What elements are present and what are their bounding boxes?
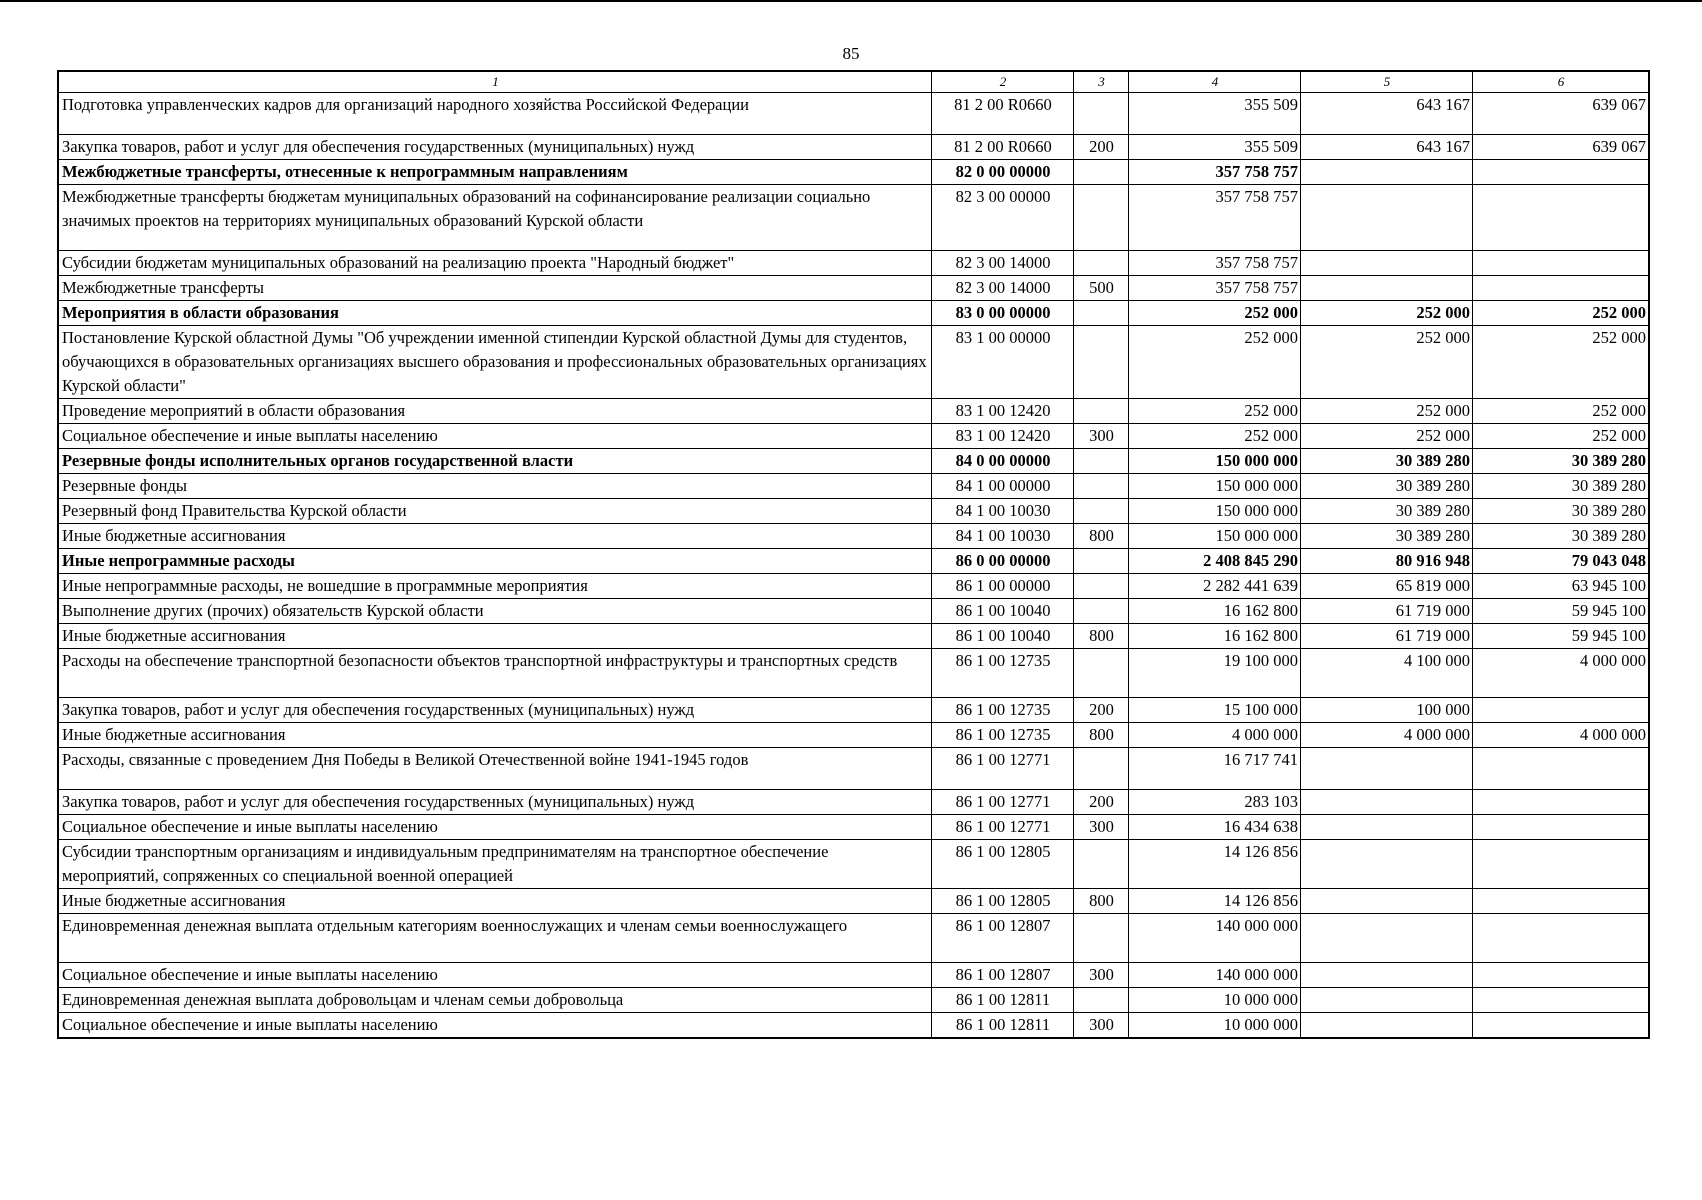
row-name-cell: Резервный фонд Правительства Курской области [59, 499, 932, 524]
row-name-cell: Субсидии бюджетам муниципальных образований на реализацию проекта "Народный бюджет" [59, 251, 932, 276]
row-code-cell: 84 1 00 00000 [932, 474, 1074, 499]
page-number: 85 [842, 44, 860, 63]
row-name-cell: Иные бюджетные ассигнования [59, 624, 932, 649]
table-row [59, 424, 1649, 449]
table-row [59, 748, 1649, 790]
row-code-cell: 86 1 00 12805 [932, 840, 1074, 889]
row-value-col4-cell: 252 000 [1129, 424, 1301, 449]
row-value-col4-cell: 252 000 [1129, 399, 1301, 424]
row-name-cell: Социальное обеспечение и иные выплаты населению [59, 963, 932, 988]
row-value-col4-cell: 15 100 000 [1129, 698, 1301, 723]
row-value-col5-cell: 643 167 [1301, 135, 1473, 160]
row-value-col5-cell [1301, 914, 1473, 963]
table-row [59, 988, 1649, 1013]
row-value-col5-cell [1301, 815, 1473, 840]
table-row [59, 840, 1649, 889]
row-value-col6-cell: 79 043 048 [1473, 549, 1649, 574]
table-row [59, 1013, 1649, 1038]
row-value-col4-cell: 10 000 000 [1129, 1013, 1301, 1038]
row-type-cell [1074, 251, 1129, 276]
row-value-col4-cell: 16 162 800 [1129, 599, 1301, 624]
row-code-cell: 86 1 00 12735 [932, 649, 1074, 698]
row-value-col4-cell: 150 000 000 [1129, 524, 1301, 549]
row-name-cell: Расходы на обеспечение транспортной безопасности объектов транспортной инфраструктуры и транспортных средств [59, 649, 932, 698]
row-value-col6-cell: 30 389 280 [1473, 474, 1649, 499]
row-value-col6-cell: 4 000 000 [1473, 723, 1649, 748]
table-row [59, 135, 1649, 160]
row-value-col5-cell: 30 389 280 [1301, 449, 1473, 474]
row-value-col5-cell: 252 000 [1301, 399, 1473, 424]
row-name-cell: Межбюджетные трансферты [59, 276, 932, 301]
row-type-cell [1074, 474, 1129, 499]
row-value-col5-cell: 643 167 [1301, 93, 1473, 135]
row-name-cell: Иные бюджетные ассигнования [59, 889, 932, 914]
table-row [59, 499, 1649, 524]
table-row [59, 399, 1649, 424]
row-code-cell: 83 0 00 00000 [932, 301, 1074, 326]
row-type-cell [1074, 649, 1129, 698]
row-code-cell: 84 1 00 10030 [932, 499, 1074, 524]
row-value-col4-cell: 14 126 856 [1129, 840, 1301, 889]
row-code-cell: 86 1 00 00000 [932, 574, 1074, 599]
row-name-cell: Единовременная денежная выплата отдельным категориям военнослужащих и членам семьи военнослужащего [59, 914, 932, 963]
row-code-cell: 86 1 00 12811 [932, 988, 1074, 1013]
header-col-1: 1 [59, 72, 932, 93]
row-type-cell: 800 [1074, 723, 1129, 748]
row-value-col6-cell: 252 000 [1473, 424, 1649, 449]
table-row [59, 93, 1649, 135]
row-type-cell: 800 [1074, 889, 1129, 914]
row-code-cell: 86 1 00 12807 [932, 963, 1074, 988]
budget-table [58, 71, 1649, 1038]
row-value-col4-cell: 357 758 757 [1129, 276, 1301, 301]
row-code-cell: 86 0 00 00000 [932, 549, 1074, 574]
row-code-cell: 82 3 00 00000 [932, 185, 1074, 251]
row-code-cell: 82 0 00 00000 [932, 160, 1074, 185]
row-code-cell: 83 1 00 00000 [932, 326, 1074, 399]
row-value-col4-cell: 16 162 800 [1129, 624, 1301, 649]
row-code-cell: 86 1 00 10040 [932, 624, 1074, 649]
row-type-cell [1074, 326, 1129, 399]
header-col-2: 2 [932, 72, 1074, 93]
table-row [59, 474, 1649, 499]
row-value-col4-cell: 150 000 000 [1129, 474, 1301, 499]
row-type-cell [1074, 449, 1129, 474]
row-value-col4-cell: 140 000 000 [1129, 963, 1301, 988]
row-type-cell: 300 [1074, 1013, 1129, 1038]
row-type-cell: 800 [1074, 524, 1129, 549]
row-code-cell: 86 1 00 12771 [932, 748, 1074, 790]
table-row [59, 549, 1649, 574]
row-code-cell: 82 3 00 14000 [932, 276, 1074, 301]
row-name-cell: Расходы, связанные с проведением Дня Победы в Великой Отечественной войне 1941-1945 годов [59, 748, 932, 790]
row-value-col6-cell: 30 389 280 [1473, 449, 1649, 474]
row-name-cell: Проведение мероприятий в области образования [59, 399, 932, 424]
row-name-cell: Социальное обеспечение и иные выплаты населению [59, 424, 932, 449]
row-value-col5-cell: 4 000 000 [1301, 723, 1473, 748]
row-name-cell: Социальное обеспечение и иные выплаты населению [59, 1013, 932, 1038]
row-value-col4-cell: 14 126 856 [1129, 889, 1301, 914]
row-name-cell: Социальное обеспечение и иные выплаты населению [59, 815, 932, 840]
row-value-col5-cell: 65 819 000 [1301, 574, 1473, 599]
row-value-col4-cell: 357 758 757 [1129, 185, 1301, 251]
row-value-col5-cell: 252 000 [1301, 326, 1473, 399]
row-value-col6-cell [1473, 251, 1649, 276]
row-value-col4-cell: 19 100 000 [1129, 649, 1301, 698]
row-value-col6-cell: 63 945 100 [1473, 574, 1649, 599]
row-value-col6-cell [1473, 914, 1649, 963]
row-value-col5-cell [1301, 889, 1473, 914]
row-value-col4-cell: 357 758 757 [1129, 251, 1301, 276]
row-value-col4-cell: 16 434 638 [1129, 815, 1301, 840]
row-type-cell: 300 [1074, 963, 1129, 988]
table-row [59, 524, 1649, 549]
table-row [59, 624, 1649, 649]
table-row [59, 963, 1649, 988]
top-scan-edge [0, 0, 1702, 2]
table-row [59, 449, 1649, 474]
row-type-cell [1074, 160, 1129, 185]
row-name-cell: Закупка товаров, работ и услуг для обеспечения государственных (муниципальных) нужд [59, 698, 932, 723]
table-row [59, 599, 1649, 624]
row-code-cell: 86 1 00 12805 [932, 889, 1074, 914]
row-name-cell: Закупка товаров, работ и услуг для обеспечения государственных (муниципальных) нужд [59, 135, 932, 160]
row-value-col6-cell: 59 945 100 [1473, 599, 1649, 624]
row-type-cell [1074, 988, 1129, 1013]
row-value-col5-cell: 80 916 948 [1301, 549, 1473, 574]
table-row [59, 185, 1649, 251]
row-code-cell: 86 1 00 12735 [932, 698, 1074, 723]
row-code-cell: 82 3 00 14000 [932, 251, 1074, 276]
row-value-col5-cell: 30 389 280 [1301, 524, 1473, 549]
row-type-cell [1074, 93, 1129, 135]
row-value-col5-cell [1301, 276, 1473, 301]
row-type-cell [1074, 914, 1129, 963]
header-col-3: 3 [1074, 72, 1129, 93]
row-type-cell: 300 [1074, 424, 1129, 449]
row-code-cell: 86 1 00 12735 [932, 723, 1074, 748]
row-value-col6-cell [1473, 889, 1649, 914]
row-name-cell: Межбюджетные трансферты, отнесенные к непрограммным направлениям [59, 160, 932, 185]
row-value-col6-cell [1473, 748, 1649, 790]
row-type-cell [1074, 549, 1129, 574]
row-name-cell: Резервные фонды [59, 474, 932, 499]
row-type-cell: 200 [1074, 135, 1129, 160]
row-value-col5-cell: 4 100 000 [1301, 649, 1473, 698]
row-code-cell: 81 2 00 R0660 [932, 93, 1074, 135]
row-value-col4-cell: 16 717 741 [1129, 748, 1301, 790]
row-value-col5-cell: 30 389 280 [1301, 474, 1473, 499]
table-row [59, 698, 1649, 723]
row-name-cell: Резервные фонды исполнительных органов государственной власти [59, 449, 932, 474]
row-code-cell: 86 1 00 12771 [932, 815, 1074, 840]
row-name-cell: Единовременная денежная выплата добровольцам и членам семьи добровольца [59, 988, 932, 1013]
table-row [59, 251, 1649, 276]
row-code-cell: 81 2 00 R0660 [932, 135, 1074, 160]
table-row [59, 574, 1649, 599]
row-value-col6-cell [1473, 276, 1649, 301]
row-value-col6-cell: 4 000 000 [1473, 649, 1649, 698]
row-value-col4-cell: 355 509 [1129, 93, 1301, 135]
table-row [59, 914, 1649, 963]
table-row [59, 889, 1649, 914]
row-value-col6-cell: 30 389 280 [1473, 499, 1649, 524]
row-value-col6-cell [1473, 963, 1649, 988]
row-type-cell [1074, 185, 1129, 251]
row-value-col4-cell: 283 103 [1129, 790, 1301, 815]
row-value-col6-cell: 639 067 [1473, 93, 1649, 135]
table-row [59, 815, 1649, 840]
row-value-col6-cell: 30 389 280 [1473, 524, 1649, 549]
row-code-cell: 84 1 00 10030 [932, 524, 1074, 549]
row-value-col5-cell [1301, 748, 1473, 790]
row-value-col6-cell: 639 067 [1473, 135, 1649, 160]
row-value-col6-cell: 252 000 [1473, 399, 1649, 424]
row-value-col6-cell [1473, 790, 1649, 815]
row-value-col6-cell: 59 945 100 [1473, 624, 1649, 649]
row-value-col4-cell: 252 000 [1129, 301, 1301, 326]
table-row [59, 649, 1649, 698]
row-value-col5-cell: 252 000 [1301, 301, 1473, 326]
row-value-col5-cell [1301, 988, 1473, 1013]
table-row [59, 790, 1649, 815]
row-name-cell: Выполнение других (прочих) обязательств Курской области [59, 599, 932, 624]
row-type-cell: 500 [1074, 276, 1129, 301]
row-code-cell: 83 1 00 12420 [932, 424, 1074, 449]
row-value-col5-cell: 61 719 000 [1301, 599, 1473, 624]
row-name-cell: Мероприятия в области образования [59, 301, 932, 326]
row-name-cell: Закупка товаров, работ и услуг для обеспечения государственных (муниципальных) нужд [59, 790, 932, 815]
row-value-col5-cell: 30 389 280 [1301, 499, 1473, 524]
row-type-cell: 200 [1074, 698, 1129, 723]
row-name-cell: Иные бюджетные ассигнования [59, 524, 932, 549]
row-value-col5-cell: 61 719 000 [1301, 624, 1473, 649]
row-type-cell: 300 [1074, 815, 1129, 840]
row-value-col5-cell [1301, 840, 1473, 889]
row-name-cell: Постановление Курской областной Думы "Об учреждении именной стипендии Курской областной Думы для студентов, обучающихся в образовательных организациях высшего образования и профессиональных образовательных организациях Курской области" [59, 326, 932, 399]
row-type-cell [1074, 840, 1129, 889]
row-value-col4-cell: 357 758 757 [1129, 160, 1301, 185]
row-code-cell: 86 1 00 12807 [932, 914, 1074, 963]
row-value-col6-cell [1473, 160, 1649, 185]
row-value-col6-cell: 252 000 [1473, 326, 1649, 399]
row-name-cell: Субсидии транспортным организациям и индивидуальным предпринимателям на транспортное обеспечение мероприятий, сопряженных со специальной военной операцией [59, 840, 932, 889]
row-type-cell [1074, 599, 1129, 624]
header-col-5: 5 [1301, 72, 1473, 93]
row-name-cell: Иные бюджетные ассигнования [59, 723, 932, 748]
row-value-col6-cell [1473, 185, 1649, 251]
table-row [59, 326, 1649, 399]
row-value-col6-cell [1473, 988, 1649, 1013]
row-value-col4-cell: 4 000 000 [1129, 723, 1301, 748]
row-value-col6-cell: 252 000 [1473, 301, 1649, 326]
row-code-cell: 83 1 00 12420 [932, 399, 1074, 424]
row-value-col5-cell [1301, 963, 1473, 988]
row-value-col5-cell [1301, 185, 1473, 251]
header-col-6: 6 [1473, 72, 1649, 93]
table-header-row [59, 72, 1649, 93]
row-value-col6-cell [1473, 698, 1649, 723]
row-type-cell: 800 [1074, 624, 1129, 649]
row-value-col4-cell: 10 000 000 [1129, 988, 1301, 1013]
row-name-cell: Иные непрограммные расходы, не вошедшие в программные мероприятия [59, 574, 932, 599]
table-row [59, 723, 1649, 748]
row-code-cell: 84 0 00 00000 [932, 449, 1074, 474]
row-type-cell [1074, 499, 1129, 524]
row-value-col6-cell [1473, 1013, 1649, 1038]
row-name-cell: Межбюджетные трансферты бюджетам муниципальных образований на софинансирование реализации социально значимых проектов на территориях муниципальных образований Курской области [59, 185, 932, 251]
row-value-col5-cell [1301, 251, 1473, 276]
row-name-cell: Подготовка управленческих кадров для организаций народного хозяйства Российской Федерации [59, 93, 932, 135]
row-value-col5-cell: 100 000 [1301, 698, 1473, 723]
row-code-cell: 86 1 00 12771 [932, 790, 1074, 815]
table-row [59, 160, 1649, 185]
row-name-cell: Иные непрограммные расходы [59, 549, 932, 574]
row-value-col5-cell: 252 000 [1301, 424, 1473, 449]
row-type-cell [1074, 748, 1129, 790]
row-value-col4-cell: 2 282 441 639 [1129, 574, 1301, 599]
row-value-col5-cell [1301, 1013, 1473, 1038]
row-value-col6-cell [1473, 840, 1649, 889]
row-type-cell [1074, 301, 1129, 326]
row-value-col4-cell: 150 000 000 [1129, 499, 1301, 524]
row-value-col4-cell: 355 509 [1129, 135, 1301, 160]
row-code-cell: 86 1 00 12811 [932, 1013, 1074, 1038]
row-type-cell: 200 [1074, 790, 1129, 815]
table-row [59, 301, 1649, 326]
row-code-cell: 86 1 00 10040 [932, 599, 1074, 624]
row-type-cell [1074, 574, 1129, 599]
row-value-col6-cell [1473, 815, 1649, 840]
row-value-col4-cell: 252 000 [1129, 326, 1301, 399]
row-value-col5-cell [1301, 160, 1473, 185]
header-col-4: 4 [1129, 72, 1301, 93]
row-value-col4-cell: 150 000 000 [1129, 449, 1301, 474]
row-value-col5-cell [1301, 790, 1473, 815]
row-type-cell [1074, 399, 1129, 424]
table-row [59, 276, 1649, 301]
row-value-col4-cell: 140 000 000 [1129, 914, 1301, 963]
row-value-col4-cell: 2 408 845 290 [1129, 549, 1301, 574]
